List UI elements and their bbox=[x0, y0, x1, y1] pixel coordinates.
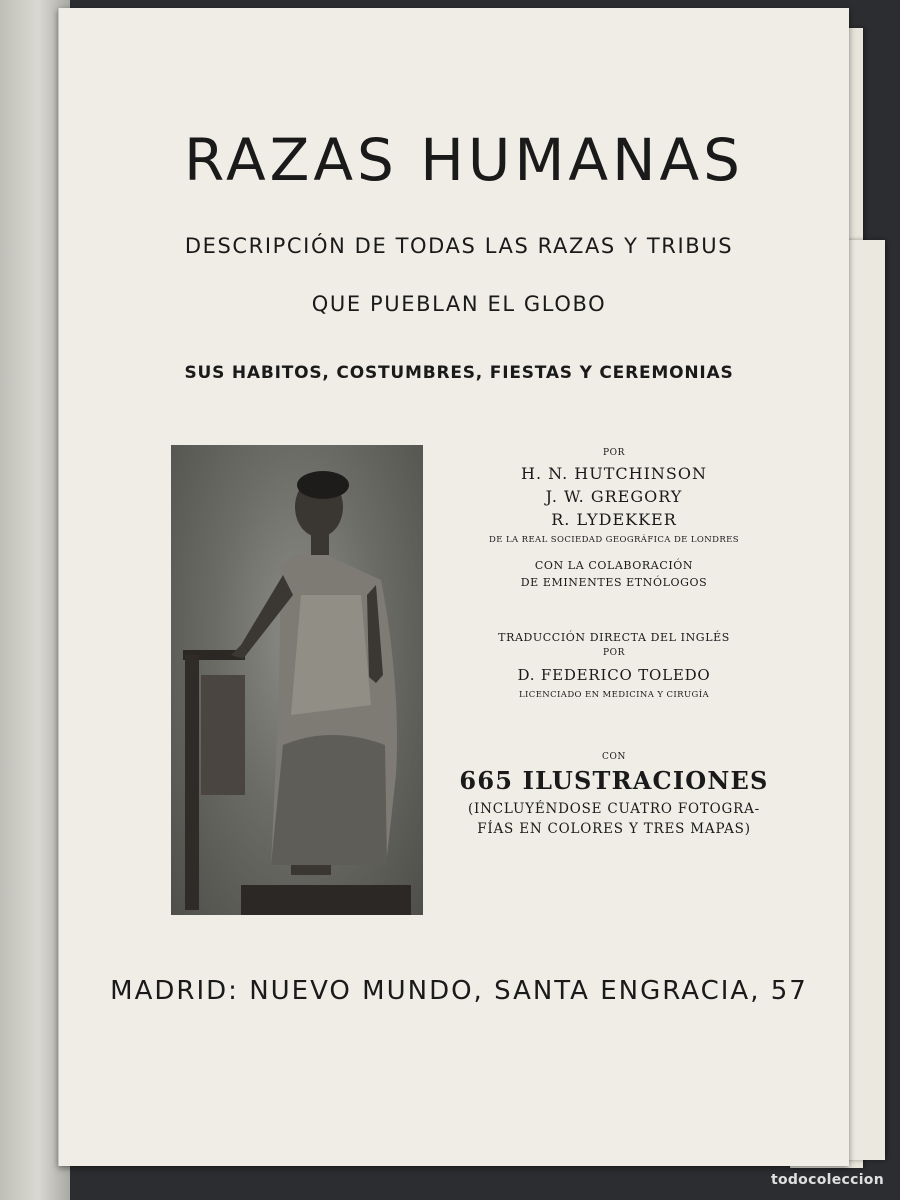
illustrations-note-2: FÍAS EN COLORES Y TRES MAPAS) bbox=[477, 821, 751, 837]
translator-name: D. FEDERICO TOLEDO bbox=[517, 666, 711, 684]
collaboration-line-2: DE EMINENTES ETNÓLOGOS bbox=[520, 576, 708, 589]
chair-seat bbox=[241, 885, 411, 915]
book-title: RAZAS HUMANAS bbox=[184, 126, 744, 194]
author-1: H. N. HUTCHINSON bbox=[521, 464, 707, 483]
sari-pattern bbox=[291, 595, 371, 715]
subtitle-line-2: QUE PUEBLAN EL GLOBO bbox=[311, 292, 607, 316]
illustrations-note-1: (INCLUYÉNDOSE CUATRO FOTOGRA- bbox=[467, 801, 760, 817]
con-label: CON bbox=[602, 752, 626, 762]
portrait-illustration bbox=[171, 445, 423, 915]
neck bbox=[311, 533, 329, 555]
collaboration-line-1: CON LA COLABORACIÓN bbox=[534, 559, 694, 572]
translation-por: POR bbox=[602, 648, 625, 658]
subtitle-line-1: DESCRIPCIÓN DE TODAS LAS RAZAS Y TRIBUS bbox=[184, 234, 734, 258]
publisher-line: MADRID: NUEVO MUNDO, SANTA ENGRACIA, 57 bbox=[110, 976, 808, 1006]
author-2: J. W. GREGORY bbox=[545, 487, 683, 506]
portrait-photograph bbox=[171, 445, 423, 915]
author-3: R. LYDEKKER bbox=[551, 510, 677, 529]
translator-title: LICENCIADO EN MEDICINA Y CIRUGÍA bbox=[518, 690, 710, 700]
chair-back-panel bbox=[201, 675, 245, 795]
por-label: POR bbox=[602, 448, 625, 458]
translation-line: TRADUCCIÓN DIRECTA DEL INGLÉS bbox=[498, 631, 730, 644]
title-page bbox=[58, 8, 849, 1166]
credits-block bbox=[434, 448, 794, 837]
subtitle-line-3: SUS HABITOS, COSTUMBRES, FIESTAS Y CEREMONIAS bbox=[184, 363, 734, 383]
chair-post bbox=[185, 655, 199, 910]
feet bbox=[291, 865, 331, 875]
society-line: DE LA REAL SOCIEDAD GEOGRÁFICA DE LONDRES bbox=[489, 535, 739, 545]
hair bbox=[297, 471, 349, 499]
watermark-logo: todocoleccion bbox=[770, 1172, 884, 1188]
sari-lower bbox=[271, 735, 387, 865]
illustrations-count: 665 ILUSTRACIONES bbox=[459, 766, 769, 795]
